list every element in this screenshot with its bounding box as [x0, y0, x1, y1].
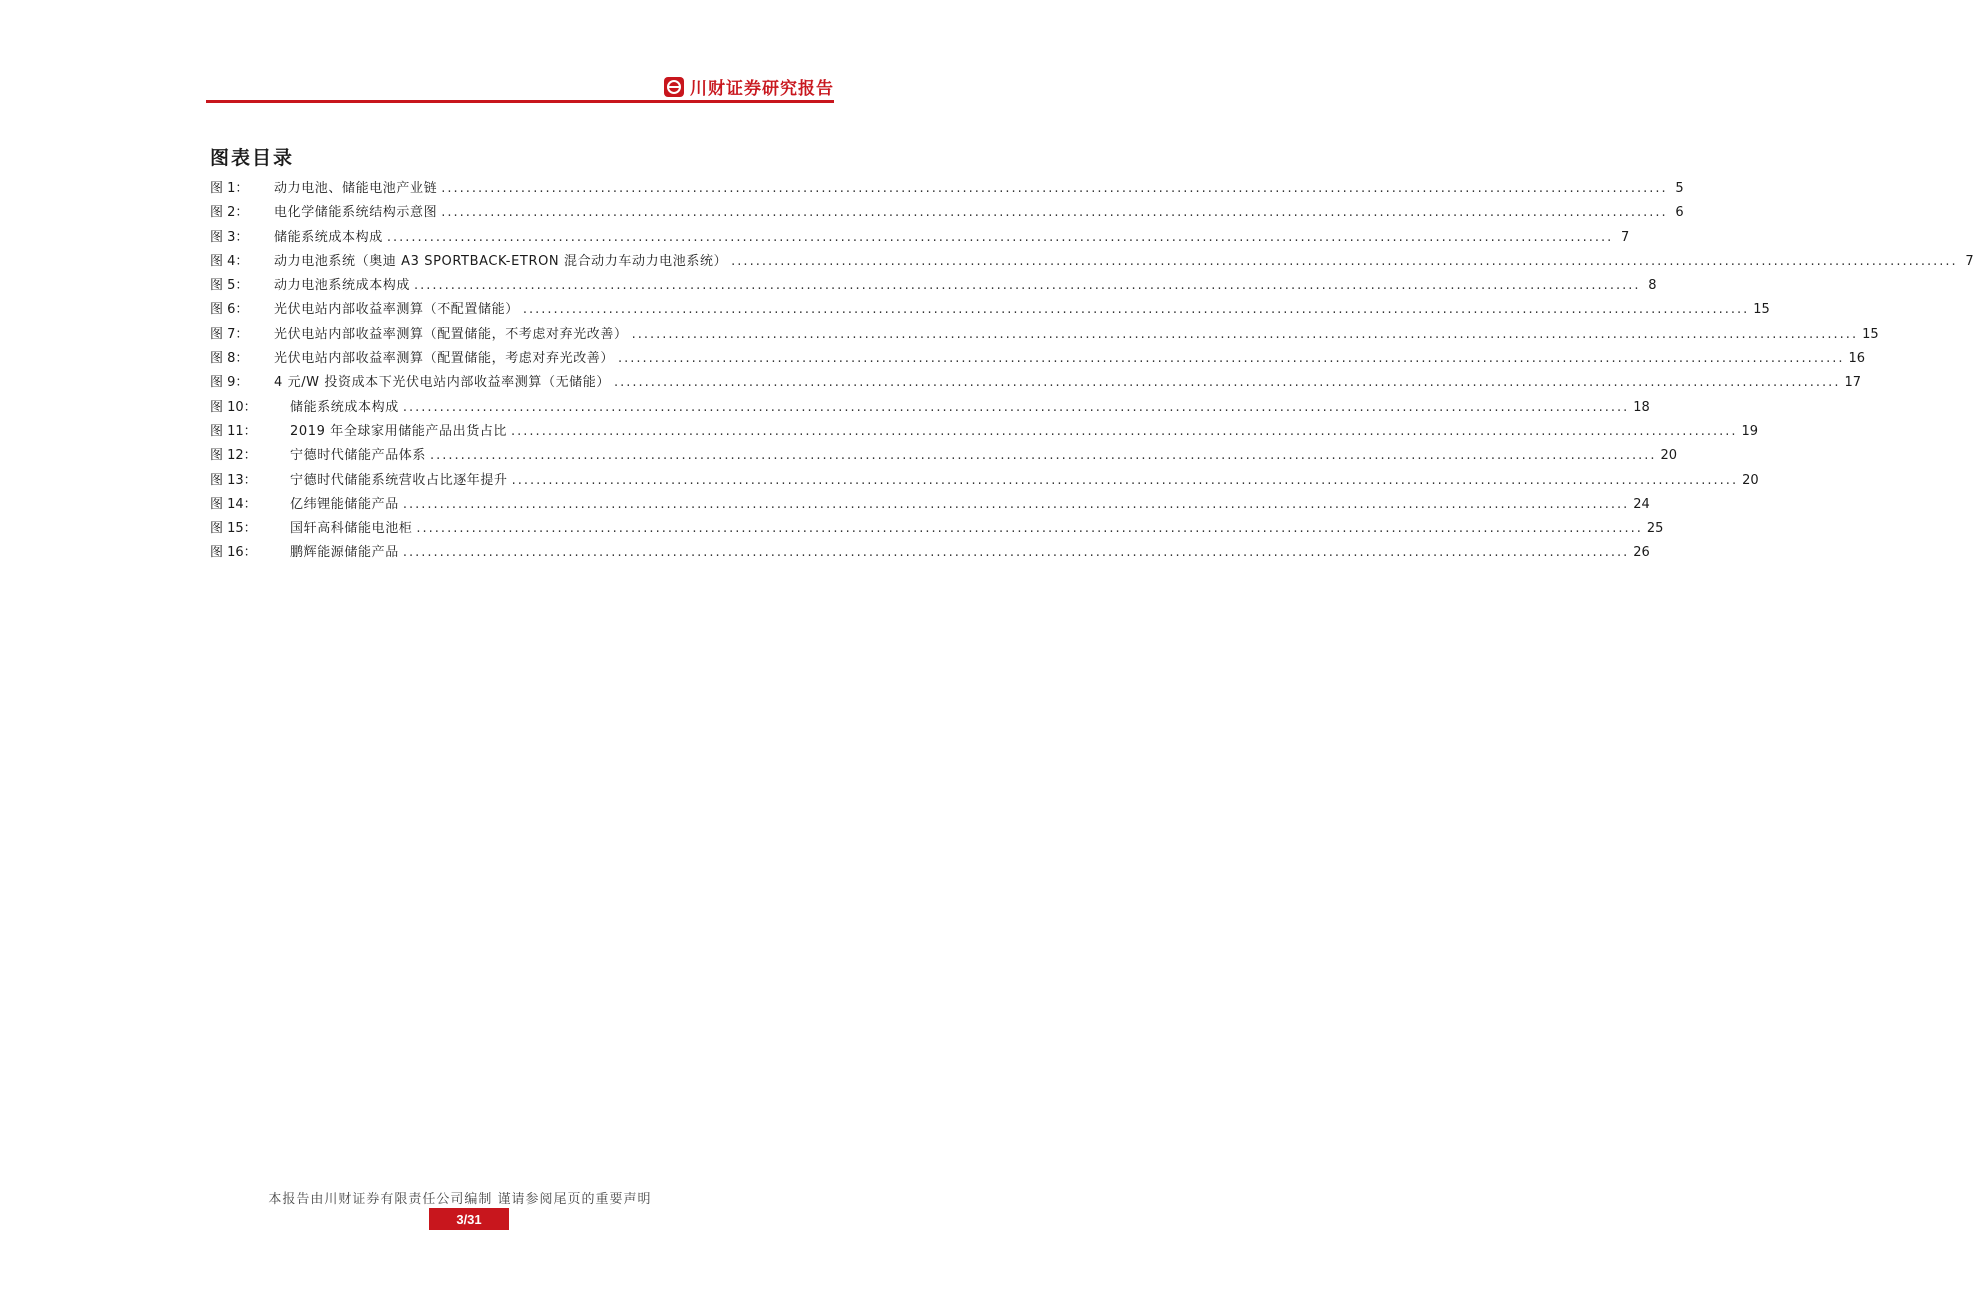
- toc-entry[interactable]: [210, 493, 1650, 517]
- toc-leader-dots: ........................................................................................................................................................................................................: [613, 375, 1841, 391]
- toc-entry-page: 5: [1675, 181, 1684, 196]
- toc-entry-label: 图 10：: [210, 399, 257, 415]
- toc-entry-title: 宁德时代储能系统营收占比逐年提升: [290, 472, 508, 488]
- toc-entry-title: 鹏辉能源储能产品: [290, 545, 399, 561]
- toc-leader-dots: ........................................................................................................................................................................................................: [416, 521, 1643, 537]
- brand-name: 川财证券研究报告: [690, 79, 834, 99]
- toc-entry-title: 2019 年全球家用储能产品出货占比: [290, 423, 508, 439]
- toc-entry-title: 光伏电站内部收益率测算（不配置储能）: [274, 302, 519, 318]
- toc-entry-label: 图 15：: [210, 521, 257, 537]
- toc-entry-label: 图 9：: [210, 375, 249, 391]
- toc-entry-title: 动力电池、储能电池产业链: [274, 181, 438, 196]
- toc-entry[interactable]: [210, 396, 1650, 420]
- toc-entry[interactable]: [210, 444, 1678, 468]
- toc-entry-label: 图 8：: [210, 351, 249, 367]
- toc-entry-page: 20: [1660, 448, 1678, 464]
- toc-entry-title: 国轩高科储能电池柜: [290, 521, 413, 537]
- toc-entry-page: 16: [1848, 351, 1866, 367]
- toc-entry-page: 7: [1965, 253, 1974, 269]
- toc-entry[interactable]: [210, 226, 1630, 250]
- toc-entry-page: 18: [1633, 399, 1650, 415]
- toc-entry-label: 图 5：: [210, 278, 249, 294]
- page-header: [206, 70, 834, 106]
- toc-entry-title: 电化学储能系统结构示意图: [274, 205, 438, 221]
- toc-entry[interactable]: [210, 201, 1684, 225]
- toc-entry-label: 图 7：: [210, 326, 249, 342]
- toc-entry[interactable]: [210, 517, 1664, 541]
- footer-disclaimer: 本报告由川财证券有限责任公司编制 谨请参阅尾页的重要声明: [268, 1192, 652, 1207]
- toc-leader-dots: ........................................................................................................................................................................................................: [386, 229, 1614, 245]
- toc-leader-dots: ........................................................................................................................................................................................................: [631, 326, 1859, 342]
- figure-toc-list: [210, 177, 1974, 566]
- toc-entry[interactable]: [210, 347, 1866, 371]
- toc-entry-title: 宁德时代储能产品体系: [290, 448, 427, 464]
- toc-entry-title: 储能系统成本构成: [274, 229, 383, 245]
- toc-entry-page: 26: [1633, 545, 1650, 561]
- toc-entry-label: 图 12：: [210, 448, 257, 464]
- toc-leader-dots: ........................................................................................................................................................................................................: [402, 399, 1630, 415]
- toc-entry[interactable]: [210, 298, 1770, 322]
- toc-entry-page: 24: [1633, 496, 1650, 512]
- toc-entry-title: 亿纬锂能储能产品: [290, 496, 399, 512]
- toc-entry[interactable]: [210, 274, 1657, 298]
- toc-entry-page: 15: [1862, 326, 1879, 342]
- toc-entry[interactable]: [210, 371, 1861, 395]
- toc-entry-page: 15: [1753, 302, 1770, 318]
- toc-leader-dots: ........................................................................................................................................................................................................: [402, 545, 1630, 561]
- toc-leader-dots: ........................................................................................................................................................................................................: [414, 278, 1641, 294]
- toc-entry-label: 图 6：: [210, 302, 249, 318]
- toc-entry-label: 图 4：: [210, 253, 249, 269]
- toc-leader-dots: ........................................................................................................................................................................................................: [430, 448, 1657, 464]
- toc-leader-dots: ........................................................................................................................................................................................................: [731, 253, 1958, 269]
- toc-entry-title: 动力电池系统（奥迪 A3 SPORTBACK-ETRON 混合动力车动力电池系统）: [274, 253, 728, 269]
- toc-leader-dots: ........................................................................................................................................................................................................: [441, 181, 1668, 196]
- toc-entry[interactable]: [210, 420, 1759, 444]
- toc-entry-title: 4 元/W 投资成本下光伏电站内部收益率测算（无储能）: [274, 375, 610, 391]
- toc-leader-dots: ........................................................................................................................................................................................................: [522, 302, 1750, 318]
- toc-leader-dots: ........................................................................................................................................................................................................: [618, 351, 1845, 367]
- toc-entry-label: 图 16：: [210, 545, 257, 561]
- chuancai-logo-icon: [664, 77, 684, 97]
- toc-entry-page: 8: [1648, 278, 1657, 294]
- toc-title: 图表目录: [210, 147, 295, 169]
- toc-entry-page: 19: [1741, 423, 1759, 439]
- brand: [664, 74, 834, 99]
- toc-entry[interactable]: [210, 323, 1879, 347]
- toc-leader-dots: ........................................................................................................................................................................................................: [511, 472, 1739, 488]
- toc-entry-label: 图 1：: [210, 181, 249, 196]
- toc-entry-title: 光伏电站内部收益率测算（配置储能，不考虑对弃光改善）: [274, 326, 628, 342]
- toc-leader-dots: ........................................................................................................................................................................................................: [441, 205, 1668, 221]
- toc-entry-label: 图 11：: [210, 423, 257, 439]
- toc-leader-dots: ........................................................................................................................................................................................................: [511, 423, 1738, 439]
- toc-entry-label: 图 14：: [210, 496, 257, 512]
- toc-entry-label: 图 2：: [210, 205, 249, 221]
- toc-entry-page: 6: [1675, 205, 1684, 221]
- toc-entry[interactable]: [210, 177, 1684, 201]
- toc-entry-label: 图 3：: [210, 229, 249, 245]
- toc-entry-label: 图 13：: [210, 472, 257, 488]
- page-number: 3/31: [429, 1208, 509, 1230]
- header-rule: [206, 100, 834, 103]
- toc-entry-title: 光伏电站内部收益率测算（配置储能，考虑对弃光改善）: [274, 351, 615, 367]
- toc-entry-title: 储能系统成本构成: [290, 399, 399, 415]
- toc-leader-dots: ........................................................................................................................................................................................................: [402, 496, 1630, 512]
- toc-entry-page: 17: [1844, 375, 1861, 391]
- toc-entry-page: 7: [1621, 229, 1630, 245]
- toc-entry-title: 动力电池系统成本构成: [274, 278, 411, 294]
- toc-entry[interactable]: [210, 469, 1759, 493]
- toc-entry[interactable]: [210, 541, 1650, 565]
- toc-entry[interactable]: [210, 250, 1974, 274]
- toc-entry-page: 20: [1742, 472, 1759, 488]
- toc-entry-page: 25: [1646, 521, 1664, 537]
